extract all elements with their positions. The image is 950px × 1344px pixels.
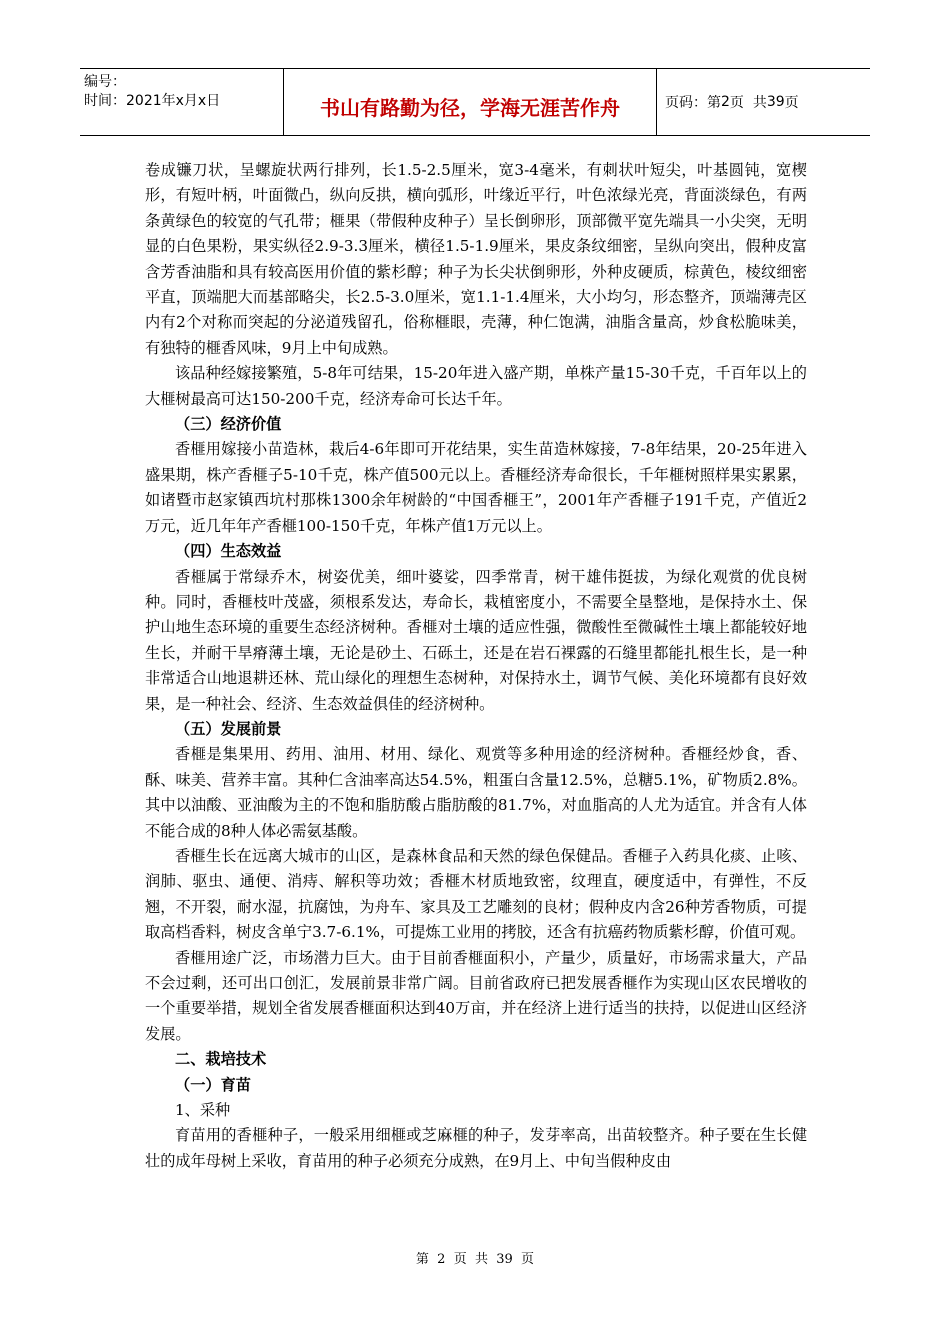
paragraph: 育苗用的香榧种子，一般采用细榧或芝麻榧的种子，发芽率高，出苗较整齐。种子要在生长健壮的成年母树上采收，育苗用的种子必须充分成熟，在9月上、中旬当假种皮由	[145, 1126, 807, 1170]
header-motto: 书山有路勤为径，学海无涯苦作舟	[320, 95, 620, 120]
page-header	[80, 68, 870, 136]
section-heading-seedling: （一）育苗	[175, 1075, 251, 1094]
header-motto-cell	[283, 69, 657, 135]
document-time-label: 时间：2021年x月x日	[84, 93, 221, 109]
page-info-suffix: 页	[784, 95, 799, 111]
document-body	[145, 158, 807, 1174]
page-info-mid: 页 共	[729, 95, 767, 111]
paragraph: 香榧用嫁接小苗造林，栽后4-6年即可开花结果，实生苗造林嫁接，7-8年结果，20-25年进入盛果期，株产香榧子5-10千克，株产值500元以上。香榧经济寿命很长，千年榧树照样果实累累，如诸暨市赵家镇西坑村那株1300余年树龄的“中国香榧王”，2001年产香榧子191千克，产值近2万元，近几年年产香榧100-150千克，年株产值1万元以上。	[145, 440, 807, 535]
section-heading-economic-value: （三）经济价值	[175, 415, 282, 434]
page-footer: 第 2 页 共 39 页	[415, 1252, 535, 1267]
section-heading-ecological-benefit: （四）生态效益	[175, 542, 282, 561]
paragraph: 卷成镰刀状，呈螺旋状两行排列，长1.5-2.5厘米，宽3-4毫米，有刺状叶短尖，叶基圆钝，宽楔形，有短叶柄，叶面微凸，纵向反拱，横向弧形，叶缘近平行，叶色浓绿光亮，背面淡绿色，有两条黄绿色的较宽的气孔带；榧果（带假种皮种子）呈长倒卵形，顶部微平宽先端具一小尖突，无明显的白色果粉，果实纵径2.9-3.3厘米，横径1.5-1.9厘米，果皮条纹细密，呈纵向突出，假种皮富含芳香油脂和具有较高医用价值的紫杉醇；种子为长尖状倒卵形，外种皮硬质，棕黄色，棱纹细密平直，顶端肥大而基部略尖，长2.5-3.0厘米，宽1.1-1.4厘米，大小均匀，形态整齐，顶端薄壳区内有2个对称而突起的分泌道残留孔，俗称榧眼，壳薄，种仁饱满，油脂含量高，炒食松脆味美，有独特的榧香风味，9月上中旬成熟。	[145, 161, 807, 357]
paragraph: 香榧是集果用、药用、油用、材用、绿化、观赏等多种用途的经济树种。香榧经炒食，香、酥、味美、营养丰富。其种仁含油率高达54.5%，粗蛋白含量12.5%，总糖5.1%，矿物质2.8%。其中以油酸、亚油酸为主的不饱和脂肪酸占脂肪酸的81.7%，对血脂高的人尤为适宜。并含有人体不能合成的8种人体必需氨基酸。	[145, 745, 807, 840]
header-page-info	[657, 69, 870, 135]
paragraph: 香榧用途广泛，市场潜力巨大。由于目前香榧面积小，产量少，质量好，市场需求量大，产品不会过剩，还可出口创汇，发展前景非常广阔。目前省政府已把发展香榧作为实现山区农民增收的一个重要举措，规划全省发展香榧面积达到40万亩，并在经济上进行适当的扶持，以促进山区经济发展。	[145, 948, 807, 1043]
section-heading-development-prospect: （五）发展前景	[175, 719, 282, 738]
paragraph: 香榧生长在远离大城市的山区，是森林食品和天然的绿色保健品。香榧子入药具化痰、止咳、润肺、驱虫、通便、消痔、解积等功效；香榧木材质地致密，纹理直，硬度适中，有弹性，不反翘，不开裂，耐水湿，抗腐蚀，为舟车、家具及工艺雕刻的良材；假种皮内含26种芳香物质，可提取高档香料，树皮含单宁3.7-6.1%，可提炼工业用的拷胶，还含有抗癌药物质紫杉醇，价值可观。	[145, 846, 807, 942]
document-number-label: 编号：	[84, 74, 126, 90]
page-info-label: 页码：第	[665, 95, 721, 111]
paragraph: 香榧属于常绿乔木，树姿优美，细叶婆娑，四季常青，树干雄伟挺拔，为绿化观赏的优良树种。同时，香榧枝叶茂盛，须根系发达，寿命长，栽植密度小，不需要全垦整地，是保持水土、保护山地生态环境的重要生态经济树种。香榧对土壤的适应性强，微酸性至微碱性土壤上都能较好地生长，并耐干旱瘠薄土壤，无论是砂土、石砾土，还是在岩石裸露的石缝里都能扎根生长，是一种非常适合山地退耕还林、荒山绿化的理想生态树种，对保持水土，调节气候、美化环境都有良好效果，是一种社会、经济、生态效益俱佳的经济树种。	[145, 567, 807, 713]
page-info-total: 39	[766, 94, 785, 110]
page-info-current: 2	[721, 94, 730, 110]
paragraph: 该品种经嫁接繁殖，5-8年可结果，15-20年进入盛产期，单株产量15-30千克，千百年以上的大榧树最高可达150-200千克，经济寿命可长达千年。	[145, 364, 807, 408]
header-meta	[80, 69, 283, 135]
chapter-heading-cultivation: 二、栽培技术	[175, 1050, 267, 1069]
subsection-heading-seed-collection: 1、采种	[175, 1101, 231, 1120]
